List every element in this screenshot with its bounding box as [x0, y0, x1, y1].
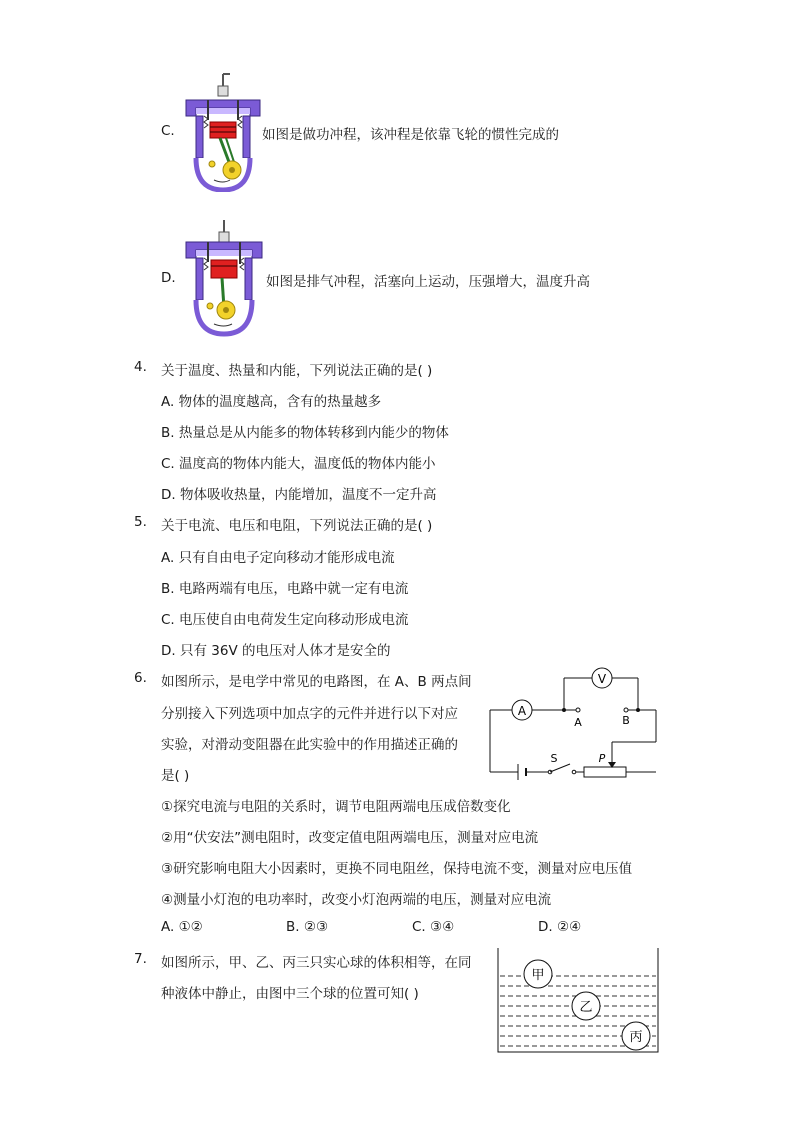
- question-4-option-d: D. 物体吸收热量，内能增加，温度不一定升高: [161, 487, 437, 503]
- point-b-label: B: [622, 714, 630, 727]
- option-c-letter: C.: [161, 123, 175, 139]
- question-6-choice-a: A. ①②: [161, 919, 203, 935]
- ball-jia-label: 甲: [531, 968, 545, 983]
- question-6-choice-b: B. ②③: [286, 919, 329, 935]
- point-a-label: A: [574, 716, 582, 729]
- switch-label: S: [550, 752, 558, 765]
- question-6-item: ③研究影响电阻大小因素时，更换不同电阻丝，保持电流不变，测量对应电压值: [161, 861, 633, 877]
- question-4-stem: 关于温度、热量和内能，下列说法正确的是( ): [161, 363, 433, 379]
- engine-diagram-power-stroke: [184, 72, 262, 192]
- option-d-text: 如图是排气冲程，活塞向上运动，压强增大，温度升高: [266, 274, 590, 290]
- question-4-option-a: A. 物体的温度越高，含有的热量越多: [161, 394, 382, 410]
- question-6-stem-line: 实验，对滑动变阻器在此实验中的作用描述正确的: [161, 737, 458, 753]
- question-6-item: ④测量小灯泡的电功率时，改变小灯泡两端的电压，测量对应电流: [161, 892, 552, 908]
- slider-label: P: [598, 752, 606, 765]
- question-6-stem-line: 是( ): [161, 768, 190, 784]
- ball-bing-label: 丙: [629, 1030, 643, 1045]
- question-5-stem: 关于电流、电压和电阻，下列说法正确的是( ): [161, 518, 433, 534]
- floating-balls-diagram: [496, 946, 660, 1056]
- question-4-option-c: C. 温度高的物体内能大，温度低的物体内能小: [161, 456, 436, 472]
- question-6-stem-line: 分别接入下列选项中加点字的元件并进行以下对应: [161, 706, 458, 722]
- question-5-option-c: C. 电压使自由电荷发生定向移动形成电流: [161, 612, 409, 628]
- question-6-item: ②用“伏安法”测电阻时，改变定值电阻两端电压，测量对应电流: [161, 830, 539, 846]
- question-6-number: 6.: [134, 670, 147, 686]
- circuit-diagram: [488, 662, 660, 782]
- question-7-number: 7.: [134, 951, 147, 967]
- question-5-option-d: D. 只有 36V 的电压对人体才是安全的: [161, 643, 391, 659]
- question-5-option-a: A. 只有自由电子定向移动才能形成电流: [161, 550, 395, 566]
- question-5-number: 5.: [134, 514, 147, 530]
- option-d-letter: D.: [161, 270, 176, 286]
- engine-diagram-exhaust-stroke: [184, 218, 264, 338]
- question-4-option-b: B. 热量总是从内能多的物体转移到内能少的物体: [161, 425, 449, 441]
- ammeter-label: A: [517, 704, 527, 718]
- question-7-stem-line: 如图所示，甲、乙、丙三只实心球的体积相等，在同: [161, 955, 472, 971]
- question-7-stem-line: 种液体中静止，由图中三个球的位置可知( ): [161, 986, 419, 1002]
- voltmeter-label: V: [597, 672, 607, 686]
- option-c-text: 如图是做功冲程，该冲程是依靠飞轮的惯性完成的: [262, 127, 559, 143]
- question-5-option-b: B. 电路两端有电压，电路中就一定有电流: [161, 581, 409, 597]
- question-6-item: ①探究电流与电阻的关系时，调节电阻两端电压成倍数变化: [161, 799, 511, 815]
- question-6-choice-c: C. ③④: [412, 919, 455, 935]
- question-6-choice-d: D. ②④: [538, 919, 582, 935]
- ball-yi-label: 乙: [579, 1000, 593, 1015]
- question-6-stem-line: 如图所示，是电学中常见的电路图，在 A、B 两点间: [161, 674, 472, 690]
- question-4-number: 4.: [134, 359, 147, 375]
